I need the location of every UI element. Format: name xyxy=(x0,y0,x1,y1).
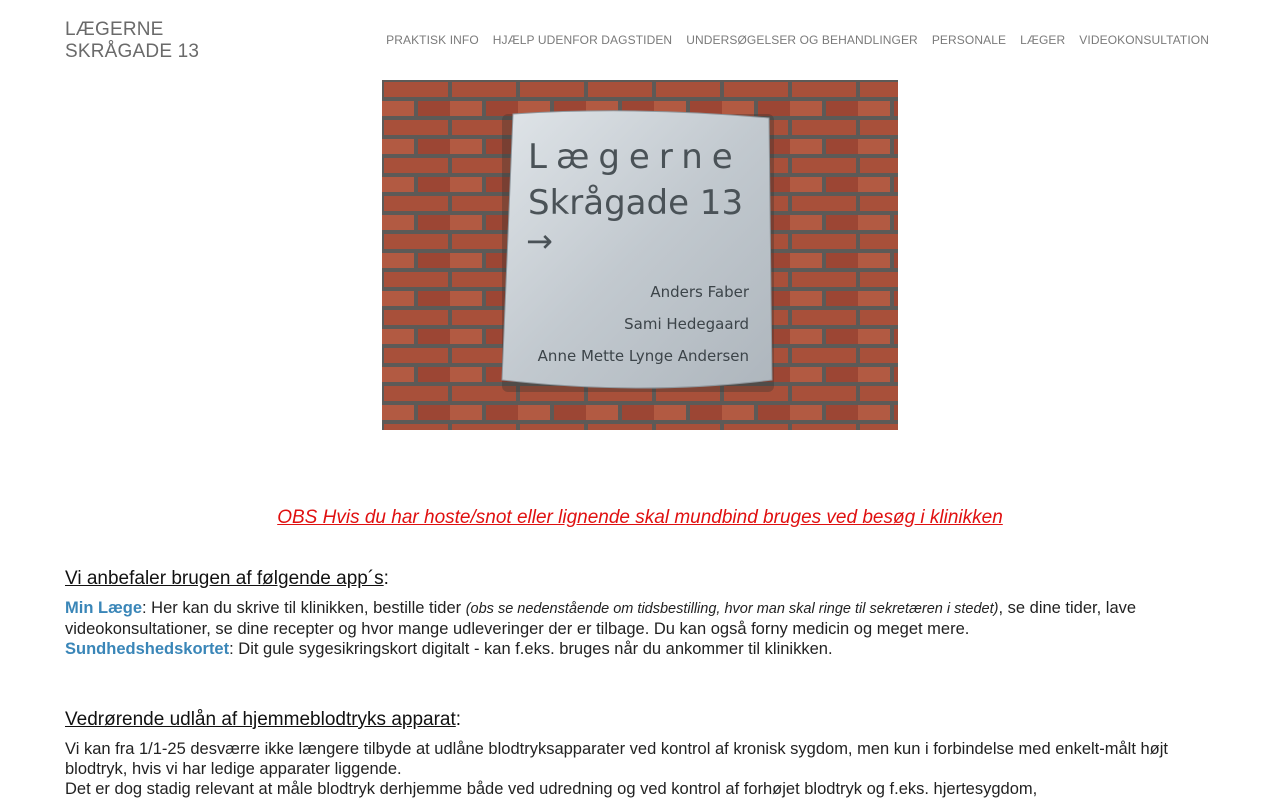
min-laege-note: (obs se nedenstående om tidsbestilling, hvor man skal ringe til sekretæren i stedet) xyxy=(465,601,999,617)
arrow-right-icon: → xyxy=(526,222,553,260)
bloodpressure-text-1: Vi kan fra 1/1-25 desværre ikke længere tilbyde at udlåne blodtryksapparater ved kontrol af kronisk sygdom, men kun i forbindelse med enkelt-målt højt blodtryk, hvis vi har ledige apparater liggende. xyxy=(65,740,1168,778)
bloodpressure-section xyxy=(65,709,1215,799)
min-laege-link[interactable]: Min Læge xyxy=(65,599,142,617)
sundhedskortet-link[interactable]: Sundhedshedskortet xyxy=(65,640,230,658)
bloodpressure-text-2: Det er dog stadig relevant at måle blodtryk derhjemme både ved udredning og ved kontrol af forhøjet blodtryk og f.eks. hjertesygdom, xyxy=(65,780,1038,798)
nav-praktisk-info[interactable]: PRAKTISK INFO xyxy=(386,33,479,47)
sundhed-paragraph xyxy=(65,639,1215,659)
nav-videokonsultation[interactable]: VIDEOKONSULTATION xyxy=(1079,33,1209,47)
apps-heading-text: Vi anbefaler brugen af følgende app´s xyxy=(65,568,384,589)
min-laege-text-1: : Her kan du skrive til klinikken, bestille tider xyxy=(142,599,466,617)
clinic-sign-photo xyxy=(382,80,898,430)
apps-heading xyxy=(65,568,1215,590)
sign-title: Lægerne xyxy=(528,137,742,177)
sundhed-text: : Dit gule sygesikringskort digitalt - kan f.eks. bruges når du ankommer til klinikken. xyxy=(229,640,833,658)
apps-section xyxy=(65,568,1215,659)
nav-laeger[interactable]: LÆGER xyxy=(1020,33,1066,47)
min-laege-text-2: , se dine tider, lave videokonsultationer, se dine recepter og hvor mange udleveringer der er tilbage. Du kan også forny medicin og meget mere. xyxy=(65,599,1137,638)
nav-undersoegelser-og-behandlinger[interactable]: UNDERSØGELSER OG BEHANDLINGER xyxy=(686,33,918,47)
sign-address: Skrågade 13 xyxy=(528,183,744,223)
covid-notice: OBS Hvis du har hoste/snot eller lignende skal mundbind bruges ved besøg i klinikken xyxy=(277,507,1003,528)
bloodpressure-heading-text: Vedrørende udlån af hjemmeblodtryks apparat xyxy=(65,709,456,730)
nav-personale[interactable]: PERSONALE xyxy=(931,33,1007,47)
bloodpressure-heading-suffix: : xyxy=(455,709,462,730)
min-laege-paragraph xyxy=(65,598,1215,639)
sign-name-3: Anne Mette Lynge Andersen xyxy=(537,347,749,365)
sign-name-2: Sami Hedegaard xyxy=(624,315,749,333)
apps-heading-suffix: : xyxy=(383,568,389,589)
logo-line-2: SKRÅGADE 13 xyxy=(65,41,200,62)
sign-name-1: Anders Faber xyxy=(650,283,749,301)
site-logo[interactable] xyxy=(65,19,199,63)
logo-line-1: LÆGERNE xyxy=(65,19,164,40)
site-header xyxy=(0,0,1280,80)
nav-hjaelp-udenfor-dagstiden[interactable]: HJÆLP UDENFOR DAGSTIDEN xyxy=(492,33,673,47)
main-nav xyxy=(386,33,1209,47)
hero-image xyxy=(382,80,898,430)
bloodpressure-heading xyxy=(65,709,1215,731)
